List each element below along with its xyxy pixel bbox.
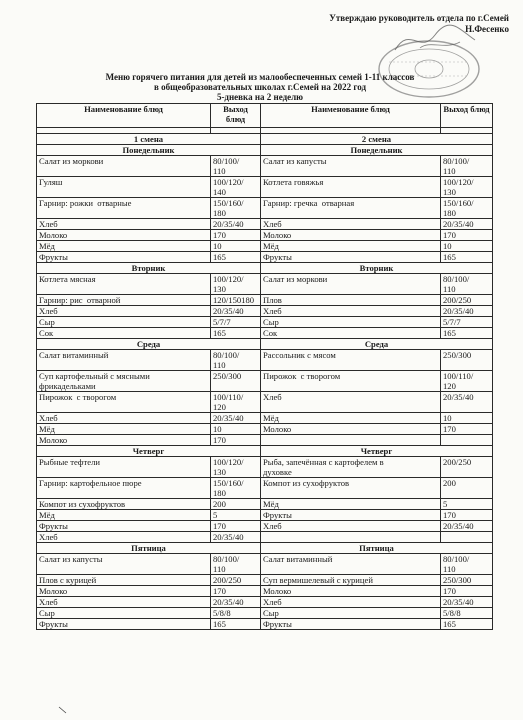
output-cell-shift-2: 20/35/40 [441, 306, 493, 317]
output-cell-shift-1: 80/100/ 110 [211, 350, 261, 371]
output-cell-shift-2: 165 [441, 328, 493, 339]
output-cell-shift-2: 150/160/ 180 [441, 198, 493, 219]
output-cell-shift-1: 5/7/7 [211, 317, 261, 328]
day-label-shift-2: Понедельник [261, 145, 493, 156]
approval-line-2: Н.Фесенко [465, 24, 509, 34]
output-cell-shift-2: 165 [441, 619, 493, 630]
dish-cell-shift-2: Хлеб [261, 392, 441, 413]
output-cell-shift-2: 200 [441, 478, 493, 499]
day-label-shift-2: Вторник [261, 263, 493, 274]
dish-cell-shift-2: Хлеб [261, 306, 441, 317]
dish-cell-shift-2: Плов [261, 295, 441, 306]
day-row [37, 543, 493, 554]
dish-cell-shift-1: Молоко [37, 586, 211, 597]
dish-cell-shift-1: Гарнир: картофельное пюре [37, 478, 211, 499]
output-cell-shift-1: 200 [211, 499, 261, 510]
dish-cell-shift-1: Котлета мясная [37, 274, 211, 295]
dish-cell-shift-1: Хлеб [37, 532, 211, 543]
dish-cell-shift-2: Суп вермишелевый с курицей [261, 575, 441, 586]
dish-cell-shift-2: Салат из моркови [261, 274, 441, 295]
output-cell-shift-1: 170 [211, 521, 261, 532]
table-row [37, 306, 493, 317]
dish-cell-shift-1: Хлеб [37, 306, 211, 317]
dish-cell-shift-2: Салат из капусты [261, 156, 441, 177]
dish-cell-shift-2 [261, 435, 441, 446]
dish-cell-shift-1: Салат из моркови [37, 156, 211, 177]
table-row [37, 177, 493, 198]
day-row [37, 446, 493, 457]
output-cell-shift-2: 5/7/7 [441, 317, 493, 328]
dish-cell-shift-1: Рыбные тефтели [37, 457, 211, 478]
dish-cell-shift-2: Хлеб [261, 597, 441, 608]
day-label-shift-1: Вторник [37, 263, 261, 274]
table-row [37, 156, 493, 177]
output-cell-shift-1: 170 [211, 230, 261, 241]
table-row [37, 295, 493, 306]
day-row [37, 263, 493, 274]
document-heading [60, 72, 460, 102]
output-cell-shift-2: 5 [441, 499, 493, 510]
dish-cell-shift-2: Рассольник с мясом [261, 350, 441, 371]
table-row [37, 597, 493, 608]
dish-cell-shift-1: Хлеб [37, 597, 211, 608]
output-cell-shift-2: 20/35/40 [441, 521, 493, 532]
output-cell-shift-1: 10 [211, 241, 261, 252]
output-cell-shift-2: 80/100/ 110 [441, 554, 493, 575]
menu-table-body [37, 104, 493, 630]
dish-cell-shift-1: Гарнир: рожки отварные [37, 198, 211, 219]
table-row [37, 435, 493, 446]
output-cell-shift-1: 150/160/ 180 [211, 478, 261, 499]
dish-cell-shift-2: Фрукты [261, 252, 441, 263]
corner-mark [58, 706, 68, 714]
table-row [37, 317, 493, 328]
table-row [37, 575, 493, 586]
output-cell-shift-2: 5/8/8 [441, 608, 493, 619]
output-cell-shift-2: 170 [441, 586, 493, 597]
dish-cell-shift-2: Мёд [261, 499, 441, 510]
shift-2-label: 2 смена [261, 134, 493, 145]
dish-cell-shift-1: Компот из сухофруктов [37, 499, 211, 510]
dish-cell-shift-1: Сыр [37, 608, 211, 619]
table-row [37, 499, 493, 510]
dish-cell-shift-1: Мёд [37, 510, 211, 521]
table-row [37, 350, 493, 371]
output-cell-shift-1: 170 [211, 435, 261, 446]
dish-cell-shift-2: Пирожок с творогом [261, 371, 441, 392]
output-cell-shift-2: 100/110/ 120 [441, 371, 493, 392]
output-cell-shift-2 [441, 532, 493, 543]
dish-cell-shift-1: Фрукты [37, 521, 211, 532]
output-cell-shift-1: 170 [211, 586, 261, 597]
dish-cell-shift-1: Салат витаминный [37, 350, 211, 371]
dish-cell-shift-1: Мёд [37, 424, 211, 435]
table-row [37, 532, 493, 543]
output-cell-shift-1: 165 [211, 252, 261, 263]
output-cell-shift-2: 170 [441, 230, 493, 241]
dish-cell-shift-1: Хлеб [37, 413, 211, 424]
output-cell-shift-1: 20/35/40 [211, 597, 261, 608]
table-row [37, 198, 493, 219]
day-row [37, 339, 493, 350]
dish-cell-shift-2: Сыр [261, 608, 441, 619]
table-row [37, 371, 493, 392]
shift-1-label: 1 смена [37, 134, 261, 145]
dish-cell-shift-1: Суп картофельный с мясными фрикадельками [37, 371, 211, 392]
day-label-shift-1: Четверг [37, 446, 261, 457]
output-cell-shift-1: 20/35/40 [211, 219, 261, 230]
output-cell-shift-1: 5 [211, 510, 261, 521]
heading-line-1: Меню горячего питания для детей из малообеспеченных семей 1-11 классов [105, 72, 415, 82]
dish-cell-shift-1: Мёд [37, 241, 211, 252]
dish-cell-shift-2: Хлеб [261, 521, 441, 532]
dish-cell-shift-2: Мёд [261, 241, 441, 252]
output-cell-shift-2: 165 [441, 252, 493, 263]
table-row [37, 219, 493, 230]
output-cell-shift-1: 100/110/ 120 [211, 392, 261, 413]
col-header-dish-right: Наименование блюд [261, 104, 441, 128]
dish-cell-shift-1: Гарнир: рис отварной [37, 295, 211, 306]
output-cell-shift-1: 80/100/ 110 [211, 554, 261, 575]
dish-cell-shift-2: Молоко [261, 586, 441, 597]
output-cell-shift-2: 250/300 [441, 575, 493, 586]
output-cell-shift-2: 170 [441, 424, 493, 435]
dish-cell-shift-2: Молоко [261, 230, 441, 241]
output-cell-shift-1: 100/120/ 130 [211, 274, 261, 295]
heading-line-2: в общеобразовательных школах г.Семей на 2022 год [153, 82, 367, 92]
table-row [37, 241, 493, 252]
col-header-output-right: Выход блюд [441, 104, 493, 128]
dish-cell-shift-1: Гуляш [37, 177, 211, 198]
output-cell-shift-1: 150/160/ 180 [211, 198, 261, 219]
day-label-shift-1: Пятница [37, 543, 261, 554]
output-cell-shift-1: 100/120/ 130 [211, 457, 261, 478]
output-cell-shift-2 [441, 435, 493, 446]
output-cell-shift-1: 200/250 [211, 575, 261, 586]
col-header-output-left: Выход блюд [211, 104, 261, 128]
dish-cell-shift-2: Хлеб [261, 219, 441, 230]
table-row [37, 478, 493, 499]
dish-cell-shift-1: Фрукты [37, 252, 211, 263]
table-row [37, 457, 493, 478]
output-cell-shift-2: 200/250 [441, 457, 493, 478]
dish-cell-shift-1: Плов с курицей [37, 575, 211, 586]
day-label-shift-1: Понедельник [37, 145, 261, 156]
dish-cell-shift-2: Мёд [261, 413, 441, 424]
dish-cell-shift-2: Котлета говяжья [261, 177, 441, 198]
day-label-shift-2: Среда [261, 339, 493, 350]
output-cell-shift-2: 170 [441, 510, 493, 521]
output-cell-shift-1: 165 [211, 328, 261, 339]
dish-cell-shift-1: Фрукты [37, 619, 211, 630]
output-cell-shift-1: 20/35/40 [211, 306, 261, 317]
table-row [37, 586, 493, 597]
dish-cell-shift-2: Салат витаминный [261, 554, 441, 575]
dish-cell-shift-2: Гарнир: гречка отварная [261, 198, 441, 219]
dish-cell-shift-2: Фрукты [261, 510, 441, 521]
table-row [37, 554, 493, 575]
dish-cell-shift-2: Сыр [261, 317, 441, 328]
dish-cell-shift-1: Хлеб [37, 219, 211, 230]
table-row [37, 274, 493, 295]
output-cell-shift-2: 80/100/ 110 [441, 274, 493, 295]
table-row [37, 521, 493, 532]
table-row [37, 252, 493, 263]
output-cell-shift-1: 120/150180 [211, 295, 261, 306]
output-cell-shift-2: 80/100/ 110 [441, 156, 493, 177]
output-cell-shift-2: 20/35/40 [441, 392, 493, 413]
dish-cell-shift-1: Молоко [37, 435, 211, 446]
output-cell-shift-1: 80/100/ 110 [211, 156, 261, 177]
table-header-row [37, 104, 493, 128]
dish-cell-shift-1: Молоко [37, 230, 211, 241]
table-row [37, 328, 493, 339]
dish-cell-shift-1: Сок [37, 328, 211, 339]
day-label-shift-2: Четверг [261, 446, 493, 457]
output-cell-shift-1: 250/300 [211, 371, 261, 392]
output-cell-shift-2: 20/35/40 [441, 219, 493, 230]
output-cell-shift-2: 10 [441, 241, 493, 252]
output-cell-shift-1: 100/120/ 140 [211, 177, 261, 198]
dish-cell-shift-1: Сыр [37, 317, 211, 328]
output-cell-shift-1: 20/35/40 [211, 413, 261, 424]
approval-line-1: Утверждаю руководитель отдела по г.Семей [329, 13, 509, 23]
dish-cell-shift-2: Компот из сухофруктов [261, 478, 441, 499]
table-row [37, 413, 493, 424]
day-label-shift-2: Пятница [261, 543, 493, 554]
dish-cell-shift-2: Сок [261, 328, 441, 339]
table-row [37, 424, 493, 435]
output-cell-shift-2: 250/300 [441, 350, 493, 371]
table-row [37, 230, 493, 241]
dish-cell-shift-2 [261, 532, 441, 543]
day-row [37, 145, 493, 156]
table-row [37, 510, 493, 521]
day-label-shift-1: Среда [37, 339, 261, 350]
col-header-dish-left: Наименование блюд [37, 104, 211, 128]
output-cell-shift-2: 200/250 [441, 295, 493, 306]
output-cell-shift-2: 100/120/ 130 [441, 177, 493, 198]
shift-row [37, 134, 493, 145]
dish-cell-shift-2: Фрукты [261, 619, 441, 630]
table-row [37, 619, 493, 630]
dish-cell-shift-1: Салат из капусты [37, 554, 211, 575]
table-row [37, 392, 493, 413]
heading-line-3: 5-дневка на 2 неделю [216, 92, 304, 102]
output-cell-shift-1: 10 [211, 424, 261, 435]
output-cell-shift-1: 20/35/40 [211, 532, 261, 543]
dish-cell-shift-2: Рыба, запечённая с картофелем в духовке [261, 457, 441, 478]
output-cell-shift-1: 165 [211, 619, 261, 630]
dish-cell-shift-2: Молоко [261, 424, 441, 435]
output-cell-shift-2: 20/35/40 [441, 597, 493, 608]
output-cell-shift-1: 5/8/8 [211, 608, 261, 619]
table-row [37, 608, 493, 619]
menu-table [36, 103, 493, 630]
output-cell-shift-2: 10 [441, 413, 493, 424]
dish-cell-shift-1: Пирожок с творогом [37, 392, 211, 413]
